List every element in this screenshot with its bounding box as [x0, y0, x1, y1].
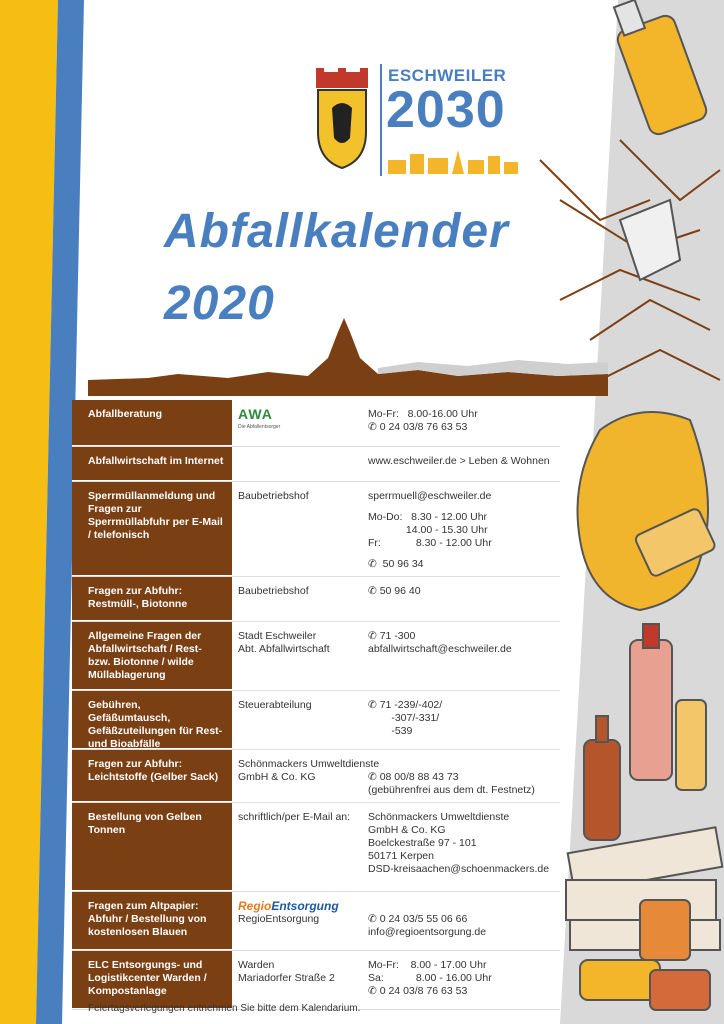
crushed-cup-icon	[620, 200, 680, 280]
contact-line: (gebührenfrei aus dem dt. Festnetz)	[368, 784, 535, 796]
spacer	[368, 900, 556, 913]
contact-line: ✆ 0 24 03/5 55 06 66	[368, 913, 468, 925]
table-row	[72, 622, 560, 691]
row-provider	[232, 482, 364, 576]
row-contact	[364, 577, 560, 621]
row-provider	[232, 803, 364, 891]
contact-line: ✆ 08 00/8 88 43 73	[368, 771, 459, 783]
row-label: Abfallwirtschaft im Internet	[72, 447, 232, 481]
table-row	[72, 951, 560, 1010]
row-contact	[364, 622, 560, 690]
row-label: Fragen zum Altpapier: Abfuhr / Bestellung von kostenlosen Blauen	[72, 892, 232, 950]
glass-bottle-icon	[614, 0, 709, 137]
contact-line: -307/-331/	[368, 712, 440, 724]
provider-line: Steuerabteilung	[238, 699, 312, 711]
row-label: Fragen zur Abfuhr: Leichtstoffe (Gelber Sack)	[72, 750, 232, 802]
table-row	[72, 803, 560, 892]
row-label: Bestellung von Gelben Tonnen	[72, 803, 232, 891]
contact-line: ✆ 71 -300	[368, 630, 416, 642]
provider-line: Warden	[238, 959, 275, 971]
table-row	[72, 892, 560, 951]
provider-line: RegioEntsorgung	[238, 913, 320, 925]
row-label: Gebühren, Gefäßumtausch, Gefäßzuteilungen für Rest- und Bioabfälle	[72, 691, 232, 749]
row-contact	[364, 400, 560, 446]
row-provider	[232, 622, 364, 690]
spacer	[368, 758, 556, 771]
contact-line: ✆ 0 24 03/8 76 63 53	[368, 985, 468, 997]
contact-line: Boelckestraße 97 - 101	[368, 837, 477, 849]
footer-note: Feiertagsverlegungen entnehmen Sie bitte dem Kalendarium.	[88, 1003, 361, 1014]
contact-line: -539	[368, 725, 413, 737]
table-row	[72, 750, 560, 803]
yellow-bag-icon	[578, 412, 717, 610]
row-provider	[232, 750, 380, 802]
contact-line: Mo-Do: 8.30 - 12.00 Uhr	[368, 511, 488, 523]
provider-line: Abt. Abfallwirtschaft	[238, 643, 330, 655]
contact-line: ✆ 0 24 03/8 76 63 53	[368, 421, 468, 433]
row-label: Allgemeine Fragen der Abfallwirtschaft / Rest- bzw. Biotonne / wilde Müllablagerung	[72, 622, 232, 690]
contact-line: Mo-Fr: 8.00 - 17.00 Uhr	[368, 959, 487, 971]
logo-title: ESCHWEILER	[388, 66, 507, 85]
logo-year: 2030	[386, 81, 506, 139]
row-contact	[364, 750, 560, 802]
row-contact	[364, 803, 560, 891]
regio-logo-icon: RegioEntsorgung	[238, 899, 339, 913]
row-label: Sperrmüllanmeldung und Fragen zur Sperrmüllabfuhr per E-Mail / telefonisch	[72, 482, 232, 576]
provider-line: Baubetriebshof	[238, 585, 309, 597]
contact-line: GmbH & Co. KG	[368, 824, 446, 836]
contact-line: ✆ 71 -239/-402/	[368, 699, 443, 711]
row-provider	[232, 691, 364, 749]
provider-line: Mariadorfer Straße 2	[238, 972, 335, 984]
row-label: Fragen zur Abfuhr: Restmüll-, Biotonne	[72, 577, 232, 621]
row-contact	[364, 447, 560, 481]
contact-line: Mo-Fr: 8.00-16.00 Uhr	[368, 408, 478, 420]
awa-logo-icon: AWA	[238, 406, 273, 422]
table-row	[72, 691, 560, 750]
row-provider	[232, 447, 364, 481]
table-row	[72, 577, 560, 622]
website-link[interactable]: www.eschweiler.de > Leben & Wohnen	[368, 455, 550, 467]
contact-line: ✆ 50 96 40	[368, 585, 421, 597]
row-label: ELC Entsorgungs- und Logistikcenter Warden / Kompostanlage	[72, 951, 232, 1009]
page-title: Abfallkalender	[164, 205, 509, 258]
provider-line: schriftlich/per E-Mail an:	[238, 811, 351, 823]
table-row	[72, 482, 560, 577]
provider-line: Stadt Eschweiler	[238, 630, 317, 642]
table-row	[72, 447, 560, 482]
row-provider	[232, 400, 364, 446]
row-contact	[364, 691, 560, 749]
table-row	[72, 400, 560, 447]
awa-logo-subtitle: Die Abfallentsorger	[238, 424, 281, 430]
city-skyline	[88, 318, 608, 396]
contact-line: 14.00 - 15.30 Uhr	[368, 524, 488, 536]
provider-line: GmbH & Co. KG	[238, 771, 316, 783]
contact-line: Sa: 8.00 - 16.00 Uhr	[368, 972, 492, 984]
skyline-logo-icon	[388, 150, 518, 174]
spacer	[368, 550, 556, 558]
row-contact	[364, 482, 560, 576]
email-link[interactable]: info@regioentsorgung.de	[368, 926, 487, 938]
contact-line: Schönmackers Umweltdienste	[368, 811, 510, 823]
provider-line: Baubetriebshof	[238, 490, 309, 502]
row-provider	[232, 951, 364, 1009]
row-label: Abfallberatung	[72, 400, 232, 446]
email-link[interactable]: DSD-kreisaachen@schoenmackers.de	[368, 863, 550, 875]
email-link[interactable]: abfallwirtschaft@eschweiler.de	[368, 643, 512, 655]
page-year: 2020	[164, 277, 275, 330]
row-provider	[232, 892, 364, 950]
city-coat-of-arms-icon	[312, 68, 372, 172]
contact-line: Fr: 8.30 - 12.00 Uhr	[368, 537, 492, 549]
contact-line: ✆ 50 96 34	[368, 558, 424, 570]
email-link[interactable]: sperrmuell@eschweiler.de	[368, 490, 492, 502]
row-contact	[364, 951, 560, 1009]
row-contact	[364, 892, 560, 950]
row-provider	[232, 577, 364, 621]
spacer	[368, 503, 556, 511]
provider-line: Schönmackers Umweltdienste	[238, 758, 380, 770]
contact-line: 50171 Kerpen	[368, 850, 434, 862]
contact-table	[72, 400, 560, 1010]
bottles-icon	[584, 624, 706, 840]
